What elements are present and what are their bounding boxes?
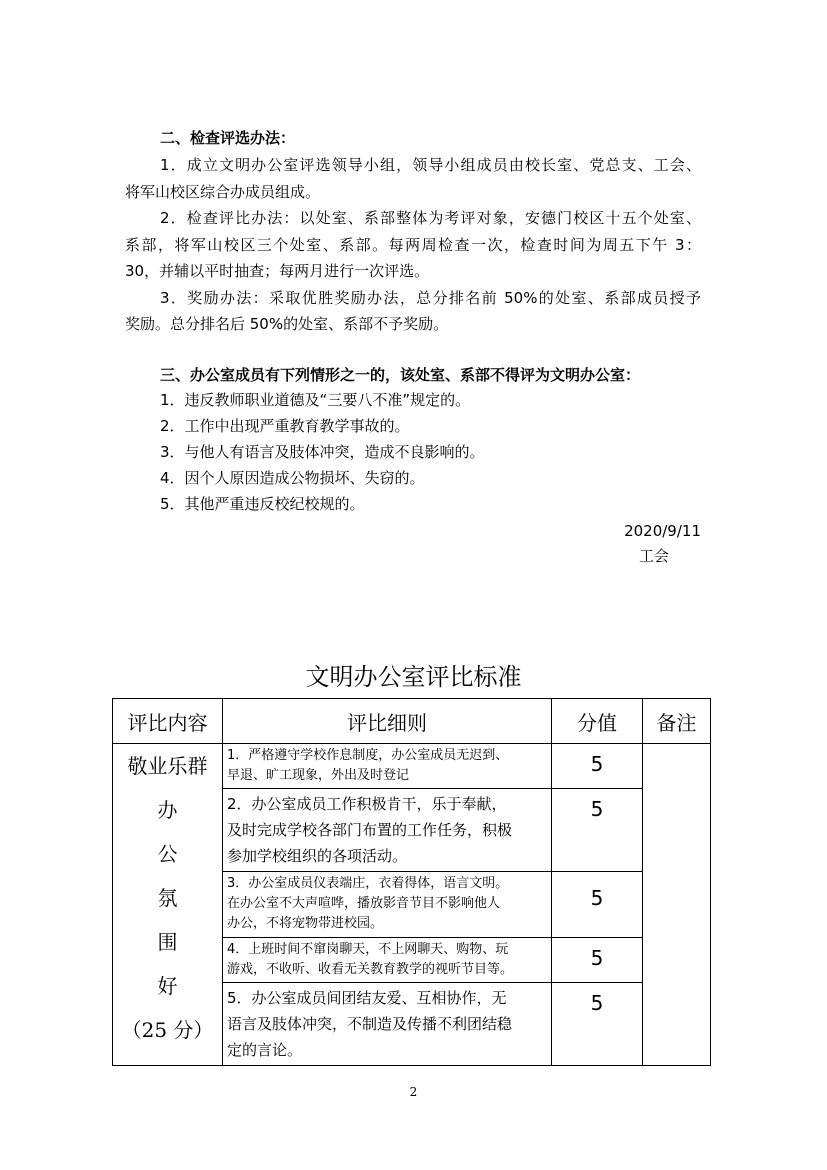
detail-line: 及时完成学校各部门布置的工作任务，积极 bbox=[227, 821, 513, 839]
category-cell bbox=[113, 744, 223, 1066]
detail-line: 定的言论。 bbox=[227, 1041, 303, 1059]
section2-item3-line2: 奖励。总分排名后 50%的处室、系部不予奖励。 bbox=[125, 315, 449, 333]
section2-item2-line1: 2．检查评比办法：以处室、系部整体为考评对象，安德门校区十五个处室、 bbox=[160, 209, 701, 227]
detail-line: 早退、旷工现象，外出及时登记 bbox=[227, 768, 410, 783]
category-line: 氛 bbox=[157, 886, 178, 910]
detail-line: 办公，不将宠物带进校园。 bbox=[227, 916, 384, 931]
category-line: 围 bbox=[157, 930, 178, 954]
category-line: 敬业乐群 bbox=[127, 754, 208, 778]
table-title: 文明办公室评比标准 bbox=[305, 663, 522, 691]
signature-org: 工会 bbox=[639, 547, 670, 565]
page-number: 2 bbox=[409, 1085, 418, 1099]
score-5: 5 bbox=[552, 983, 643, 1066]
detail-line: 3．办公室成员仪表端庄，衣着得体，语言文明。 bbox=[227, 876, 509, 891]
section2-item2-line3: 30，并辅以平时抽查；每两月进行一次评选。 bbox=[125, 262, 430, 280]
score-3: 5 bbox=[552, 872, 643, 938]
header-content: 评比内容 bbox=[113, 699, 223, 744]
score-4: 5 bbox=[552, 938, 643, 983]
section2-item1-line1: 1．成立文明办公室评选领导小组，领导小组成员由校长室、党总支、工会、 bbox=[160, 156, 701, 174]
section3-item-3: 3．与他人有语言及肢体冲突，造成不良影响的。 bbox=[160, 443, 485, 461]
section3-item-1: 1．违反教师职业道德及“三要八不准”规定的。 bbox=[160, 391, 471, 409]
detail-line: 语言及肢体冲突，不制造及传播不利团结稳 bbox=[227, 1015, 513, 1033]
detail-line: 2．办公室成员工作积极肯干，乐于奉献， bbox=[227, 795, 507, 813]
criteria-detail-3 bbox=[223, 872, 552, 938]
category-line: 公 bbox=[157, 842, 178, 866]
section3-item-4: 4．因个人原因造成公物损坏、失窃的。 bbox=[160, 469, 425, 487]
category-line: （25 分） bbox=[121, 1018, 214, 1042]
criteria-detail-5 bbox=[223, 983, 552, 1066]
signature-date: 2020/9/11 bbox=[624, 522, 701, 540]
section2-item1-line2: 将军山校区综合办成员组成。 bbox=[125, 183, 321, 201]
section3-heading: 三、办公室成员有下列情形之一的，该处室、系部不得评为文明办公室： bbox=[160, 366, 641, 384]
detail-line: 在办公室不大声喧哗，播放影音节目不影响他人 bbox=[227, 896, 501, 911]
section2-item3-line1: 3．奖励办法：采取优胜奖励办法，总分排名前 50%的处室、系部成员授予 bbox=[160, 289, 701, 307]
criteria-detail-2 bbox=[223, 789, 552, 872]
detail-line: 1．严格遵守学校作息制度，办公室成员无迟到、 bbox=[227, 748, 509, 763]
table-header-row bbox=[113, 699, 711, 744]
category-line: 好 bbox=[157, 974, 178, 998]
score-1: 5 bbox=[552, 744, 643, 789]
category-line: 办 bbox=[157, 798, 178, 822]
section2-heading: 二、检查评选办法： bbox=[160, 129, 296, 147]
header-score: 分值 bbox=[552, 699, 643, 744]
section3-item-5: 5．其他严重违反校纪校规的。 bbox=[160, 495, 365, 513]
criteria-table bbox=[112, 698, 711, 1066]
section2-item2-line2: 系部，将军山校区三个处室、系部。每两周检查一次，检查时间为周五下午 3： bbox=[125, 236, 701, 254]
table-row bbox=[113, 744, 711, 789]
remarks-cell bbox=[643, 744, 711, 1066]
header-remarks: 备注 bbox=[643, 699, 711, 744]
detail-line: 游戏，不收听、收看无关教育教学的视听节目等。 bbox=[227, 962, 514, 977]
criteria-detail-4 bbox=[223, 938, 552, 983]
section3-item-2: 2．工作中出现严重教育教学事故的。 bbox=[160, 417, 410, 435]
header-details: 评比细则 bbox=[223, 699, 552, 744]
detail-line: 4．上班时间不窜岗聊天，不上网聊天、购物、玩 bbox=[227, 942, 509, 957]
detail-line: 5．办公室成员间团结友爱、互相协作，无 bbox=[227, 989, 507, 1007]
score-2: 5 bbox=[552, 789, 643, 872]
criteria-detail-1 bbox=[223, 744, 552, 789]
detail-line: 参加学校组织的各项活动。 bbox=[227, 847, 408, 865]
